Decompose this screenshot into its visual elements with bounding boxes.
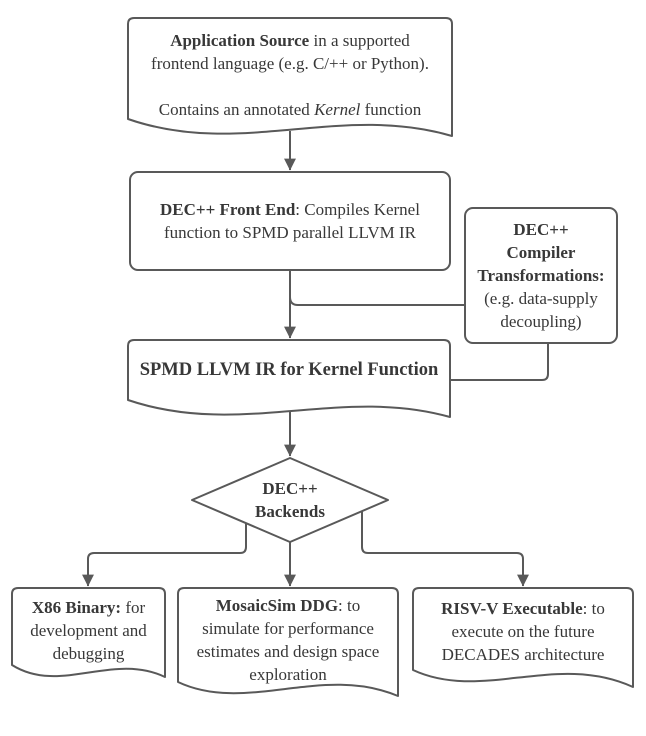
connector-transformations-to-spmd [451, 343, 548, 380]
node-label-line: Compiler [506, 243, 576, 262]
node-label-line: DEC++ [513, 220, 569, 239]
node-label-line: simulate for performance [202, 619, 374, 638]
node-label-line: (e.g. data-supply [484, 289, 598, 308]
connector-backends-to-x86 [88, 523, 246, 586]
node-label-line: debugging [52, 644, 125, 663]
node-label-line: function to SPMD parallel LLVM IR [164, 223, 416, 242]
spmd-ir-node [128, 358, 450, 382]
connector-frontend-to-transformations [290, 297, 464, 305]
riscv-node [413, 597, 633, 666]
node-label-line: RISV-V Executable: to [441, 599, 605, 618]
node-label-line: Contains an annotated Kernel function [158, 100, 422, 119]
node-label-line: Transformations: [477, 266, 605, 285]
node-label-line: development and [30, 621, 147, 640]
transformations-node [465, 218, 617, 333]
node-label-line: decoupling) [500, 312, 582, 331]
node-label-line: Application Source in a supported [170, 31, 410, 50]
node-label-line: DECADES architecture [441, 645, 605, 664]
node-label-line: exploration [249, 665, 327, 684]
node-label-line: SPMD LLVM IR for Kernel Function [139, 360, 439, 380]
node-label-line: MosaicSim DDG: to [215, 596, 361, 615]
node-label-line: estimates and design space [196, 642, 380, 661]
node-label-line: Backends [255, 502, 325, 521]
connector-backends-to-riscv [362, 511, 523, 586]
node-label-line: frontend language (e.g. C/++ or Python). [151, 54, 429, 73]
node-label-line: execute on the future [451, 622, 595, 641]
x86-node [12, 596, 165, 665]
blank-line [128, 75, 452, 98]
mosaicsim-node [178, 594, 398, 686]
application-source-node [128, 29, 452, 121]
node-label-line: DEC++ [262, 479, 318, 498]
node-label-line: X86 Binary: for [31, 598, 146, 617]
frontend-node [130, 198, 450, 244]
node-label-line: DEC++ Front End: Compiles Kernel [160, 200, 420, 219]
backends-decision-node [210, 477, 370, 523]
